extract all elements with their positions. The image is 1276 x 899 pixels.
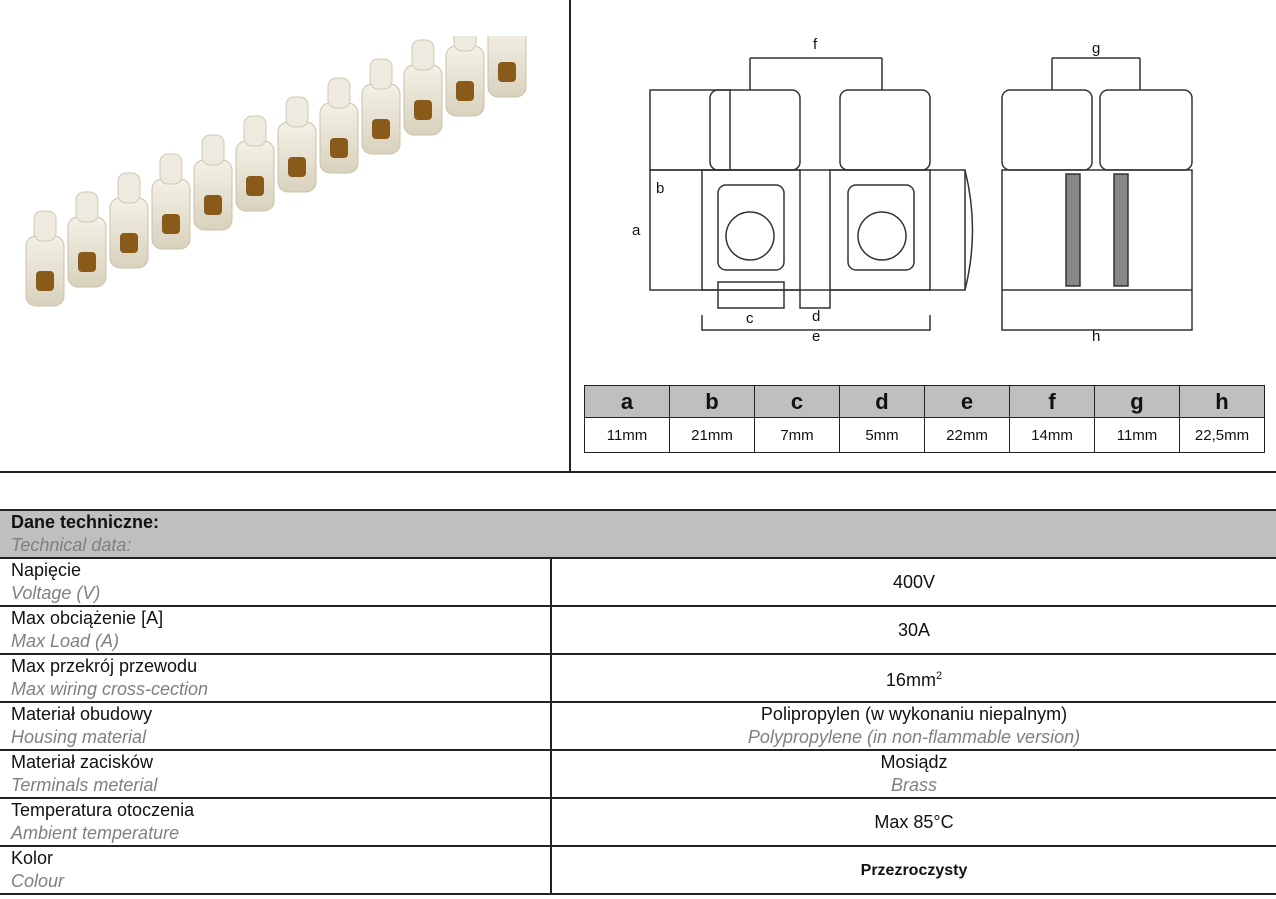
dim-header-f: f	[1010, 386, 1095, 418]
label-b: b	[656, 180, 665, 197]
terminal-segment	[152, 154, 190, 249]
row-label-pl: Max przekrój przewodu	[11, 656, 198, 676]
technical-row	[0, 750, 1276, 798]
row-value-pl: Przezroczysty	[860, 861, 968, 879]
label-a: a	[632, 222, 641, 239]
dim-header-d: d	[840, 386, 925, 418]
terminal-segment	[446, 36, 484, 116]
technical-header-row	[0, 510, 1276, 558]
dim-value-g: 11mm	[1095, 418, 1180, 453]
technical-header-en: Technical data:	[11, 535, 132, 555]
row-value-pl: Max 85°C	[874, 811, 954, 832]
label-h: h	[1092, 328, 1101, 345]
row-value-sup: 2	[935, 669, 943, 682]
dim-header-c: c	[755, 386, 840, 418]
terminal-strip-photo	[6, 36, 562, 346]
label-c: c	[746, 310, 754, 327]
row-label-pl: Materiał zacisków	[11, 752, 154, 772]
dimension-drawing	[600, 30, 1240, 360]
row-label-en: Colour	[11, 871, 65, 891]
row-label-pl: Materiał obudowy	[11, 704, 153, 724]
row-label-en: Housing material	[11, 727, 147, 747]
dim-header-b: b	[670, 386, 755, 418]
row-value-en: Brass	[890, 775, 937, 795]
technical-header-pl: Dane techniczne:	[11, 512, 160, 532]
terminal-segment	[362, 59, 400, 154]
row-value-pl: Mosiądz	[880, 752, 948, 772]
technical-data-table	[0, 509, 1276, 895]
row-value-pl: 30A	[897, 619, 931, 640]
terminal-segment	[236, 116, 274, 211]
terminal-segment	[110, 173, 148, 268]
row-label-en: Max wiring cross-cection	[11, 679, 209, 699]
terminal-segment	[488, 36, 526, 97]
technical-row	[0, 798, 1276, 846]
row-label-pl: Kolor	[11, 848, 54, 868]
label-e: e	[812, 328, 821, 345]
row-label-en: Max Load (A)	[11, 631, 120, 651]
dim-value-h: 22,5mm	[1180, 418, 1265, 453]
terminal-segment	[278, 97, 316, 192]
technical-row	[0, 558, 1276, 606]
dim-value-c: 7mm	[755, 418, 840, 453]
row-value-pl: 400V	[892, 571, 936, 592]
technical-row	[0, 846, 1276, 894]
row-value-pl: Polipropylen (w wykonaniu niepalnym)	[760, 704, 1068, 724]
dim-header-e: e	[925, 386, 1010, 418]
vertical-divider	[569, 0, 571, 471]
dim-value-f: 14mm	[1010, 418, 1095, 453]
technical-row	[0, 702, 1276, 750]
terminal-segment	[194, 135, 232, 230]
terminal-segment	[320, 78, 358, 173]
dim-value-a: 11mm	[585, 418, 670, 453]
label-g: g	[1092, 40, 1101, 57]
label-d: d	[812, 308, 821, 325]
row-value-pl: $16mm^2$	[885, 669, 943, 690]
dim-header-a: a	[585, 386, 670, 418]
label-f: f	[813, 36, 818, 53]
terminal-segment	[68, 192, 106, 287]
technical-row	[0, 606, 1276, 654]
row-label-en: Terminals meterial	[11, 775, 158, 795]
dim-value-d: 5mm	[840, 418, 925, 453]
row-label-pl: Napięcie	[11, 560, 82, 580]
row-label-en: Ambient temperature	[11, 823, 180, 843]
technical-row	[0, 654, 1276, 702]
dim-header-h: h	[1180, 386, 1265, 418]
terminal-segment	[404, 40, 442, 135]
dim-value-e: 22mm	[925, 418, 1010, 453]
row-value-en: Polypropylene (in non-flammable version)	[747, 727, 1081, 747]
row-label-pl: Max obciążenie [A]	[11, 608, 164, 628]
row-label-en: Voltage (V)	[11, 583, 101, 603]
row-label-pl: Temperatura otoczenia	[11, 800, 195, 820]
dimensions-table	[584, 385, 1265, 453]
terminal-segment	[26, 211, 64, 306]
dim-value-b: 21mm	[670, 418, 755, 453]
dim-header-g: g	[1095, 386, 1180, 418]
